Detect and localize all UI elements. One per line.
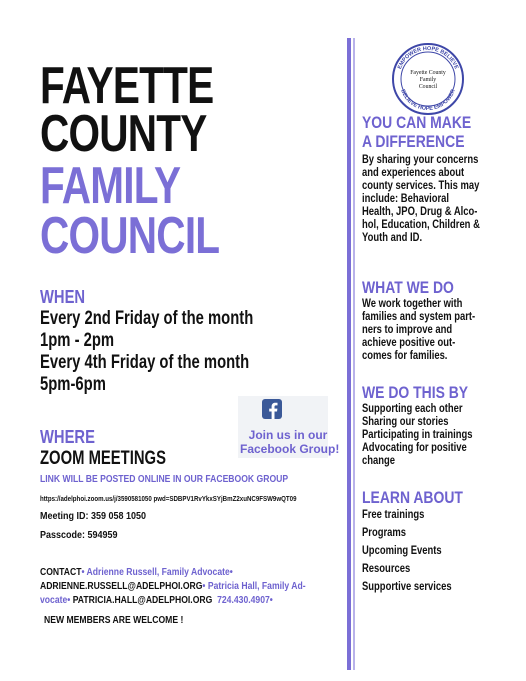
learn-item-free-trainings: Free trainings <box>362 509 425 521</box>
learn-item-supportive-services: Supportive services <box>362 581 452 593</box>
title-line-county: COUNTY <box>40 105 207 163</box>
what-we-do-line-5: comes for families. <box>362 350 448 362</box>
contact-label: CONTACT <box>40 566 82 578</box>
we-do-this-by-heading: WE DO THIS BY <box>362 383 469 402</box>
we-do-this-by-line-1: Supporting each other <box>362 403 463 415</box>
difference-line-2: and experiences about <box>362 167 465 179</box>
new-members-welcome: NEW MEMBERS ARE WELCOME ! <box>44 614 184 626</box>
what-we-do-line-4: achieve positive out- <box>362 337 456 349</box>
learn-item-resources: Resources <box>362 563 411 575</box>
difference-line-4: include: Behavioral <box>362 193 449 205</box>
we-do-this-by-line-3: Participating in trainings <box>362 429 473 441</box>
learn-item-programs: Programs <box>362 527 407 539</box>
title-line-council: COUNCIL <box>40 207 220 265</box>
contact-line-1 <box>40 566 233 578</box>
divider-bar-thin <box>353 38 355 670</box>
when-heading: WHEN <box>40 287 86 307</box>
contact-person-2b: vocate• <box>40 594 71 606</box>
schedule-line-3: Every 4th Friday of the month <box>40 352 250 373</box>
title-line-family: FAMILY <box>40 157 181 215</box>
contact-person-2a: • Patricia Hall, Family Ad- <box>202 580 306 592</box>
zoom-url[interactable]: https://adelphoi.zoom.us/j/3590581050 pwd=SDBPV1RvYkxSYjBmZ2xuNC9FSW9wQT09 <box>40 494 297 503</box>
contact-phone: 724.430.4907• <box>217 594 273 606</box>
logo-center-line-2: Family <box>419 77 437 83</box>
we-do-this-by-line-2: Sharing our stories <box>362 416 449 428</box>
what-we-do-line-2: families and system part- <box>362 311 476 323</box>
we-do-this-by-line-4: Advocating for positive <box>362 442 467 454</box>
what-we-do-line-1: We work together with <box>362 298 463 310</box>
where-heading: WHERE <box>40 427 95 447</box>
difference-line-5: Health, JPO, Drug & Alco- <box>362 206 478 218</box>
logo-ring-bottom: BELIEVE HOPE EMPOWER <box>399 88 457 113</box>
learn-item-upcoming-events: Upcoming Events <box>362 545 442 557</box>
schedule-line-4: 5pm-6pm <box>40 374 106 395</box>
difference-line-3: county services. This may <box>362 180 480 192</box>
contact-line-3 <box>40 594 273 606</box>
link-note: LINK WILL BE POSTED ONLINE IN OUR FACEBOOK GROUP <box>40 473 289 485</box>
title-line-fayette: FAYETTE <box>40 57 214 115</box>
difference-line-7: Youth and ID. <box>362 232 423 244</box>
contact-email-1[interactable]: ADRIENNE.RUSSELL@ADELPHOI.ORG <box>40 580 203 592</box>
difference-heading-2: A DIFFERENCE <box>362 132 465 151</box>
facebook-icon <box>262 399 282 419</box>
difference-line-6: hol, Education, Children & <box>362 219 480 231</box>
contact-email-2[interactable]: PATRICIA.HALL@ADELPHOI.ORG <box>72 594 213 606</box>
contact-line-2 <box>40 580 306 592</box>
logo-ring-top: EMPOWER HOPE BELIEVE <box>396 45 460 71</box>
learn-about-heading: LEARN ABOUT <box>362 488 463 507</box>
logo-center-line-1: Fayette County <box>410 70 446 76</box>
council-logo <box>391 42 465 116</box>
what-we-do-heading: WHAT WE DO <box>362 278 454 297</box>
what-we-do-line-3: ners to improve and <box>362 324 453 336</box>
difference-heading-1: YOU CAN MAKE <box>362 113 472 132</box>
passcode: Passcode: 594959 <box>40 530 118 541</box>
zoom-meetings-label: ZOOM MEETINGS <box>40 448 166 469</box>
facebook-invite[interactable] <box>240 428 340 456</box>
facebook-invite-line-2: Facebook Group! <box>240 442 340 456</box>
contact-person-1: • Adrienne Russell, Family Advocate• <box>81 566 233 578</box>
we-do-this-by-line-5: change <box>362 455 396 467</box>
divider-bar <box>347 38 351 670</box>
logo-center-line-3: Council <box>418 84 438 90</box>
facebook-invite-line-1: Join us in our <box>248 428 328 442</box>
schedule-line-1: Every 2nd Friday of the month <box>40 308 254 329</box>
difference-line-1: By sharing your concerns <box>362 154 479 166</box>
meeting-id: Meeting ID: 359 058 1050 <box>40 511 147 522</box>
schedule-line-2: 1pm - 2pm <box>40 330 115 351</box>
